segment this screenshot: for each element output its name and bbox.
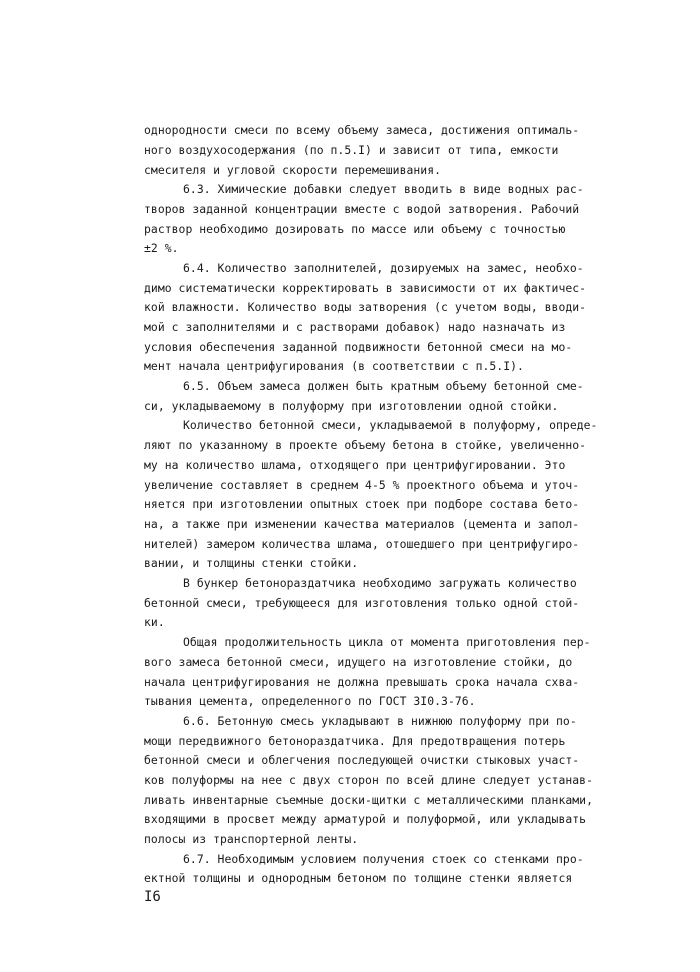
paragraph-first-line: Общая продолжительность цикла от момента приготовления пер- <box>183 635 591 649</box>
text-line: творов заданной концентрации вместе с водой затворения. Рабочий <box>144 202 580 216</box>
page-number: I6 <box>144 889 161 905</box>
text-line: димо систематически корректировать в зависимости от их фактичес- <box>144 281 587 295</box>
text-line: ляют по указанному в проекте объему бетона в стойке, увеличенно- <box>144 438 587 452</box>
text-line: мент начала центрифугирования (в соответствии с п.5.I). <box>144 359 524 373</box>
text-line: мощи передвижного бетонораздатчика. Для предотвращения потерь <box>144 734 566 748</box>
text-line: полосы из транспортерной ленты. <box>144 832 359 846</box>
paragraph-first-line: 6.3. Химические добавки следует вводить в виде водных рас- <box>183 182 584 196</box>
text-line: на, а также при изменении качества материалов (цемента и запол- <box>144 517 580 531</box>
text-line: ки. <box>144 615 165 629</box>
paragraph-first-line: 6.7. Необходимым условием получения стоек со стенками про- <box>183 852 584 866</box>
text-line: смесителя и угловой скорости перемешивания. <box>144 163 442 177</box>
text-line: му на количество шлама, отходящего при центрифугировании. Это <box>144 458 566 472</box>
text-line: ливать инвентарные съемные доски-щитки с металлическими планками, <box>144 793 594 807</box>
paragraph-first-line: 6.6. Бетонную смесь укладывают в нижнюю полуформу при по- <box>183 714 577 728</box>
text-line: ного воздухосодержания (по п.5.I) и зависит от типа, емкости <box>144 143 559 157</box>
text-line: ±2 %. <box>144 241 179 255</box>
paragraph-first-line: 6.4. Количество заполнителей, дозируемых на замес, необхо- <box>183 261 584 275</box>
text-line: увеличение составляет в среднем 4-5 % проектного объема и уточ- <box>144 478 580 492</box>
text-line: вого замеса бетонной смеси, идущего на изготовление стойки, до <box>144 655 573 669</box>
text-line: входящими в просвет между арматурой и полуформой, или укладывать <box>144 812 587 826</box>
text-line: мой с заполнителями и с растворами добавок) надо назначать из <box>144 320 566 334</box>
text-line: тывания цемента, определенного по ГОСТ 3I0.3-76. <box>144 694 476 708</box>
paragraph-first-line: 6.5. Объем замеса должен быть кратным объему бетонной сме- <box>183 379 584 393</box>
text-line: вании, и толщины стенки стойки. <box>144 556 359 570</box>
text-line: раствор необходимо дозировать по массе или объему с точностью <box>144 222 566 236</box>
text-line: кой влажности. Количество воды затворения (с учетом воды, вводи- <box>144 300 587 314</box>
text-line: нителей) замером количества шлама, отошедшего при центрифугиро- <box>144 537 580 551</box>
text-line: однородности смеси по всему объему замеса, достижения оптималь- <box>144 123 580 137</box>
paragraph-first-line: Количество бетонной смеси, укладываемой в полуформу, опреде- <box>183 418 598 432</box>
text-line: ков полуформы на нее с двух сторон по всей длине следует устанав- <box>144 773 594 787</box>
text-line: условия обеспечения заданной подвижности бетонной смеси на мо- <box>144 340 573 354</box>
text-line: ектной толщины и однородным бетоном по толщине стенки является <box>144 871 573 885</box>
text-line: няется при изготовлении опытных стоек при подборе состава бето- <box>144 497 580 511</box>
text-line: начала центрифугирования не должна превышать срока начала схва- <box>144 675 580 689</box>
paragraph-first-line: В бункер бетонораздатчика необходимо загружать количество <box>183 576 577 590</box>
text-line: бетонной смеси и облегчения последующей очистки стыковых участ- <box>144 753 580 767</box>
text-line: бетонной смеси, требующееся для изготовления только одной стой- <box>144 596 580 610</box>
text-line: си, укладываемому в полуформу при изготовлении одной стойки. <box>144 399 559 413</box>
